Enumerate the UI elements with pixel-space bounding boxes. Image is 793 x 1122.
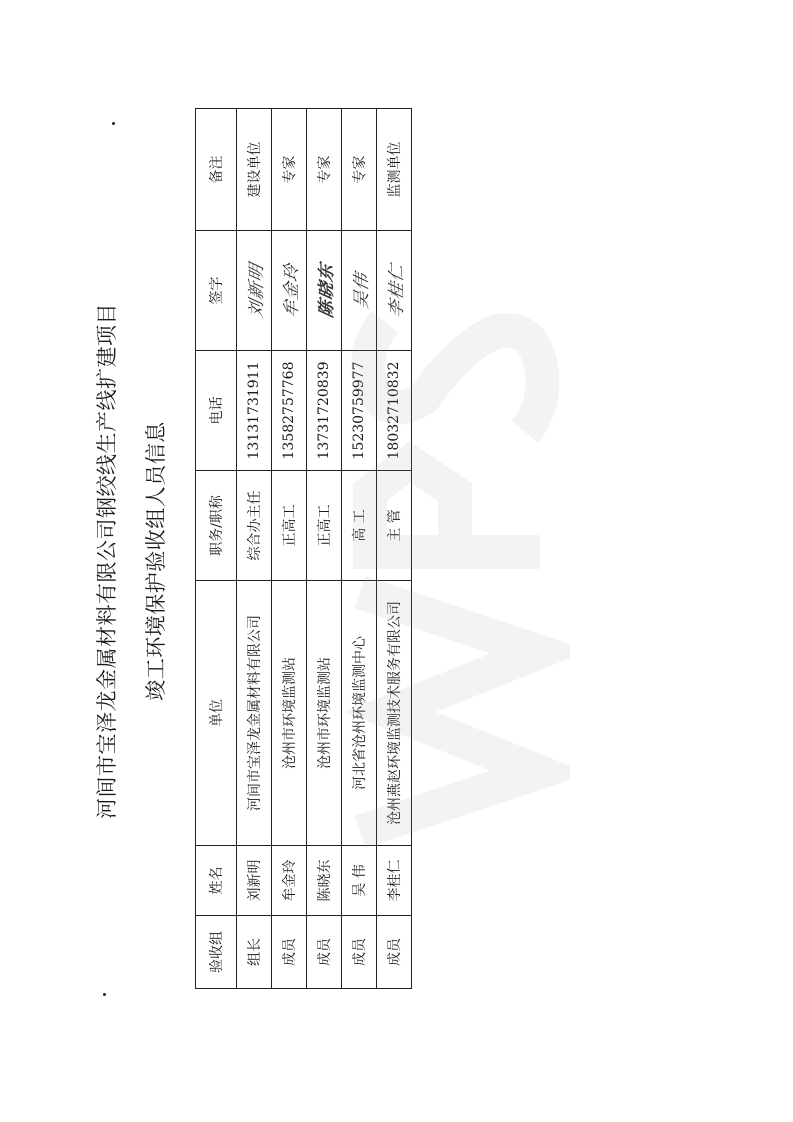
handwritten-signature: 吴伟 (351, 270, 372, 312)
table-row (237, 109, 272, 989)
personnel-table (195, 108, 412, 989)
cell-unit: 河北省沧州环境监测中心 (342, 581, 377, 846)
cell-title: 主 管 (377, 471, 412, 581)
handwritten-signature: 刘新明 (246, 261, 267, 321)
scan-speck (103, 993, 106, 996)
cell-phone: 13731720839 (307, 351, 342, 471)
header-cell-signature: 签字 (196, 231, 237, 351)
cell-remark: 建设单位 (237, 109, 272, 231)
cell-phone: 15230759977 (342, 351, 377, 471)
header-cell-group: 验收组 (196, 916, 237, 989)
cell-remark: 监测单位 (377, 109, 412, 231)
cell-signature (307, 231, 342, 351)
table-row (307, 109, 342, 989)
header-cell-remark: 备注 (196, 109, 237, 231)
cell-phone: 18032710832 (377, 351, 412, 471)
cell-unit: 沧州市环境监测站 (307, 581, 342, 846)
cell-title: 正高工 (272, 471, 307, 581)
document-subtitle: 竣工环境保护验收组人员信息 (144, 421, 168, 701)
cell-name: 李桂仁 (377, 846, 412, 916)
cell-title: 正高工 (307, 471, 342, 581)
cell-phone: 13582757768 (272, 351, 307, 471)
cell-signature (342, 231, 377, 351)
document-title: 河间市宝泽龙金属材料有限公司钢绞线生产线扩建项目 (95, 303, 119, 819)
header-cell-title: 职务/职称 (196, 471, 237, 581)
handwritten-signature: 李桂仁 (386, 261, 407, 321)
table-header-row (196, 109, 237, 989)
header-cell-unit: 单位 (196, 581, 237, 846)
cell-role: 成员 (307, 916, 342, 989)
cell-unit: 沧州市环境监测站 (272, 581, 307, 846)
cell-role: 成员 (377, 916, 412, 989)
cell-unit: 河间市宝泽龙金属材料有限公司 (237, 581, 272, 846)
handwritten-signature: 牟金玲 (281, 261, 302, 321)
table-row (342, 109, 377, 989)
cell-role: 成员 (342, 916, 377, 989)
cell-role: 成员 (272, 916, 307, 989)
cell-name: 吴 伟 (342, 846, 377, 916)
header-cell-name: 姓名 (196, 846, 237, 916)
cell-name: 刘新明 (237, 846, 272, 916)
cell-title: 高 工 (342, 471, 377, 581)
cell-name: 陈晓东 (307, 846, 342, 916)
cell-signature (272, 231, 307, 351)
cell-remark: 专家 (272, 109, 307, 231)
table-row (377, 109, 412, 989)
header-cell-phone: 电话 (196, 351, 237, 471)
cell-phone: 13131731911 (237, 351, 272, 471)
cell-role: 组长 (237, 916, 272, 989)
cell-remark: 专家 (342, 109, 377, 231)
cell-title: 综合办主任 (237, 471, 272, 581)
table-row (272, 109, 307, 989)
scan-speck (112, 122, 115, 125)
cell-signature (377, 231, 412, 351)
cell-name: 牟金玲 (272, 846, 307, 916)
handwritten-signature: 陈晓东 (316, 261, 337, 321)
cell-signature (237, 231, 272, 351)
cell-unit: 沧州燕赵环境监测技术服务有限公司 (377, 581, 412, 846)
cell-remark: 专家 (307, 109, 342, 231)
